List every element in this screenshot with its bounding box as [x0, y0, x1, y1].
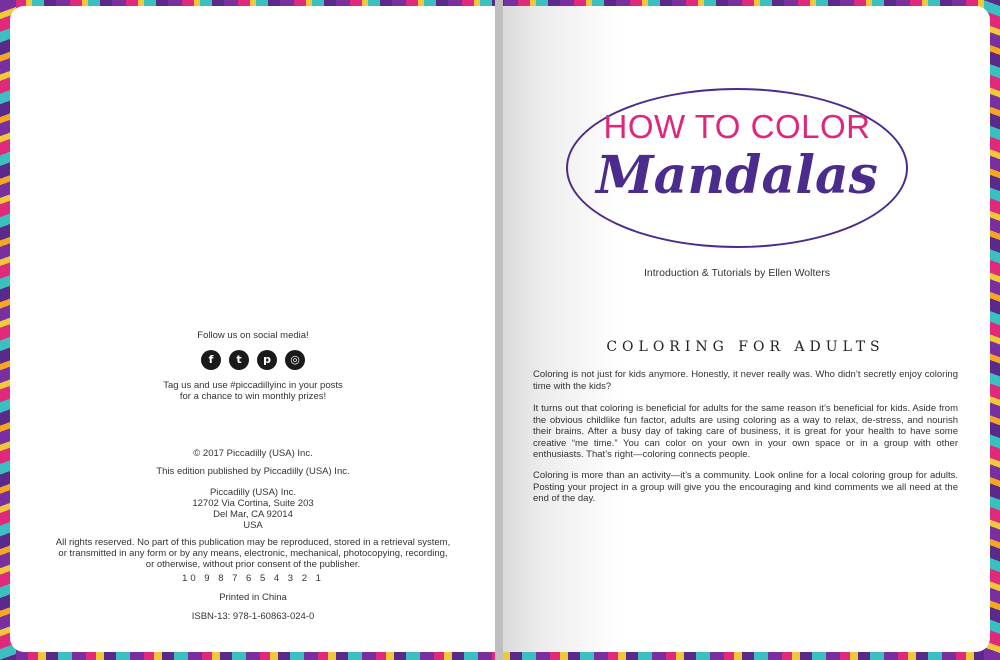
- isbn: ISBN-13: 978-1-60863-024-0: [191, 611, 315, 622]
- edition-note: This edition published by Piccadilly (USA) Inc.: [156, 466, 350, 477]
- paragraph: Coloring is more than an activity—it’s a community. Look online for a local coloring group for adults. Posting your project in a group will give you the encouraging and kind comments we all need at the end of the day.: [533, 470, 958, 504]
- rights-line: or transmitted in any form or by any means, electronic, mechanical, photocopying, recording,: [58, 548, 448, 559]
- book-spine: [495, 0, 503, 660]
- twitter-icon[interactable]: t: [229, 350, 249, 370]
- social-title: Follow us on social media!: [197, 330, 309, 341]
- instagram-icon[interactable]: ◎: [285, 350, 305, 370]
- address-line: Del Mar, CA 92014: [213, 509, 293, 520]
- printed-in: Printed in China: [219, 592, 287, 603]
- section-heading: COLORING FOR ADULTS: [606, 339, 885, 355]
- facebook-icon[interactable]: f: [201, 350, 221, 370]
- rights-line: or otherwise, without prior consent of the publisher.: [145, 559, 361, 570]
- print-numbers: 10 9 8 7 6 5 4 3 2 1: [182, 573, 324, 584]
- pinterest-icon[interactable]: p: [257, 350, 277, 370]
- publisher-address: [10, 487, 496, 531]
- rights-notice: [53, 537, 453, 570]
- social-icons: [10, 350, 496, 370]
- title-top: HOW TO COLOR: [603, 108, 871, 145]
- title-main: Mandalas: [596, 145, 878, 206]
- address-line: 12702 Via Cortina, Suite 203: [192, 498, 314, 509]
- address-line: USA: [243, 520, 263, 531]
- tag-line: Tag us and use #piccadillyinc in your posts: [163, 380, 343, 391]
- tag-text: [10, 380, 496, 402]
- intro-credit: Introduction & Tutorials by Ellen Wolters: [644, 267, 830, 279]
- tag-line: for a chance to win monthly prizes!: [179, 391, 327, 402]
- paragraph: Coloring is not just for kids anymore. Honestly, it never really was. Who didn’t secretly enjoy coloring time with the kids?: [533, 369, 958, 392]
- address-line: Piccadilly (USA) Inc.: [209, 487, 297, 498]
- copyright: © 2017 Piccadilly (USA) Inc.: [193, 448, 313, 459]
- rights-line: All rights reserved. No part of this publication may be reproduced, stored in a retrieval system,: [55, 537, 451, 548]
- paragraph: It turns out that coloring is beneficial for adults for the same reason it’s beneficial for kids. Aside from the obvious childlike fun factor, adults are using coloring as a way to relax, de-stress, and nourish their brains. After a busy day of taking care of business, it is great for your health to have some creative “me time.” You can color on your own in your own space or in a group with other enthusiasts. That’s right—coloring connects people.: [533, 403, 958, 460]
